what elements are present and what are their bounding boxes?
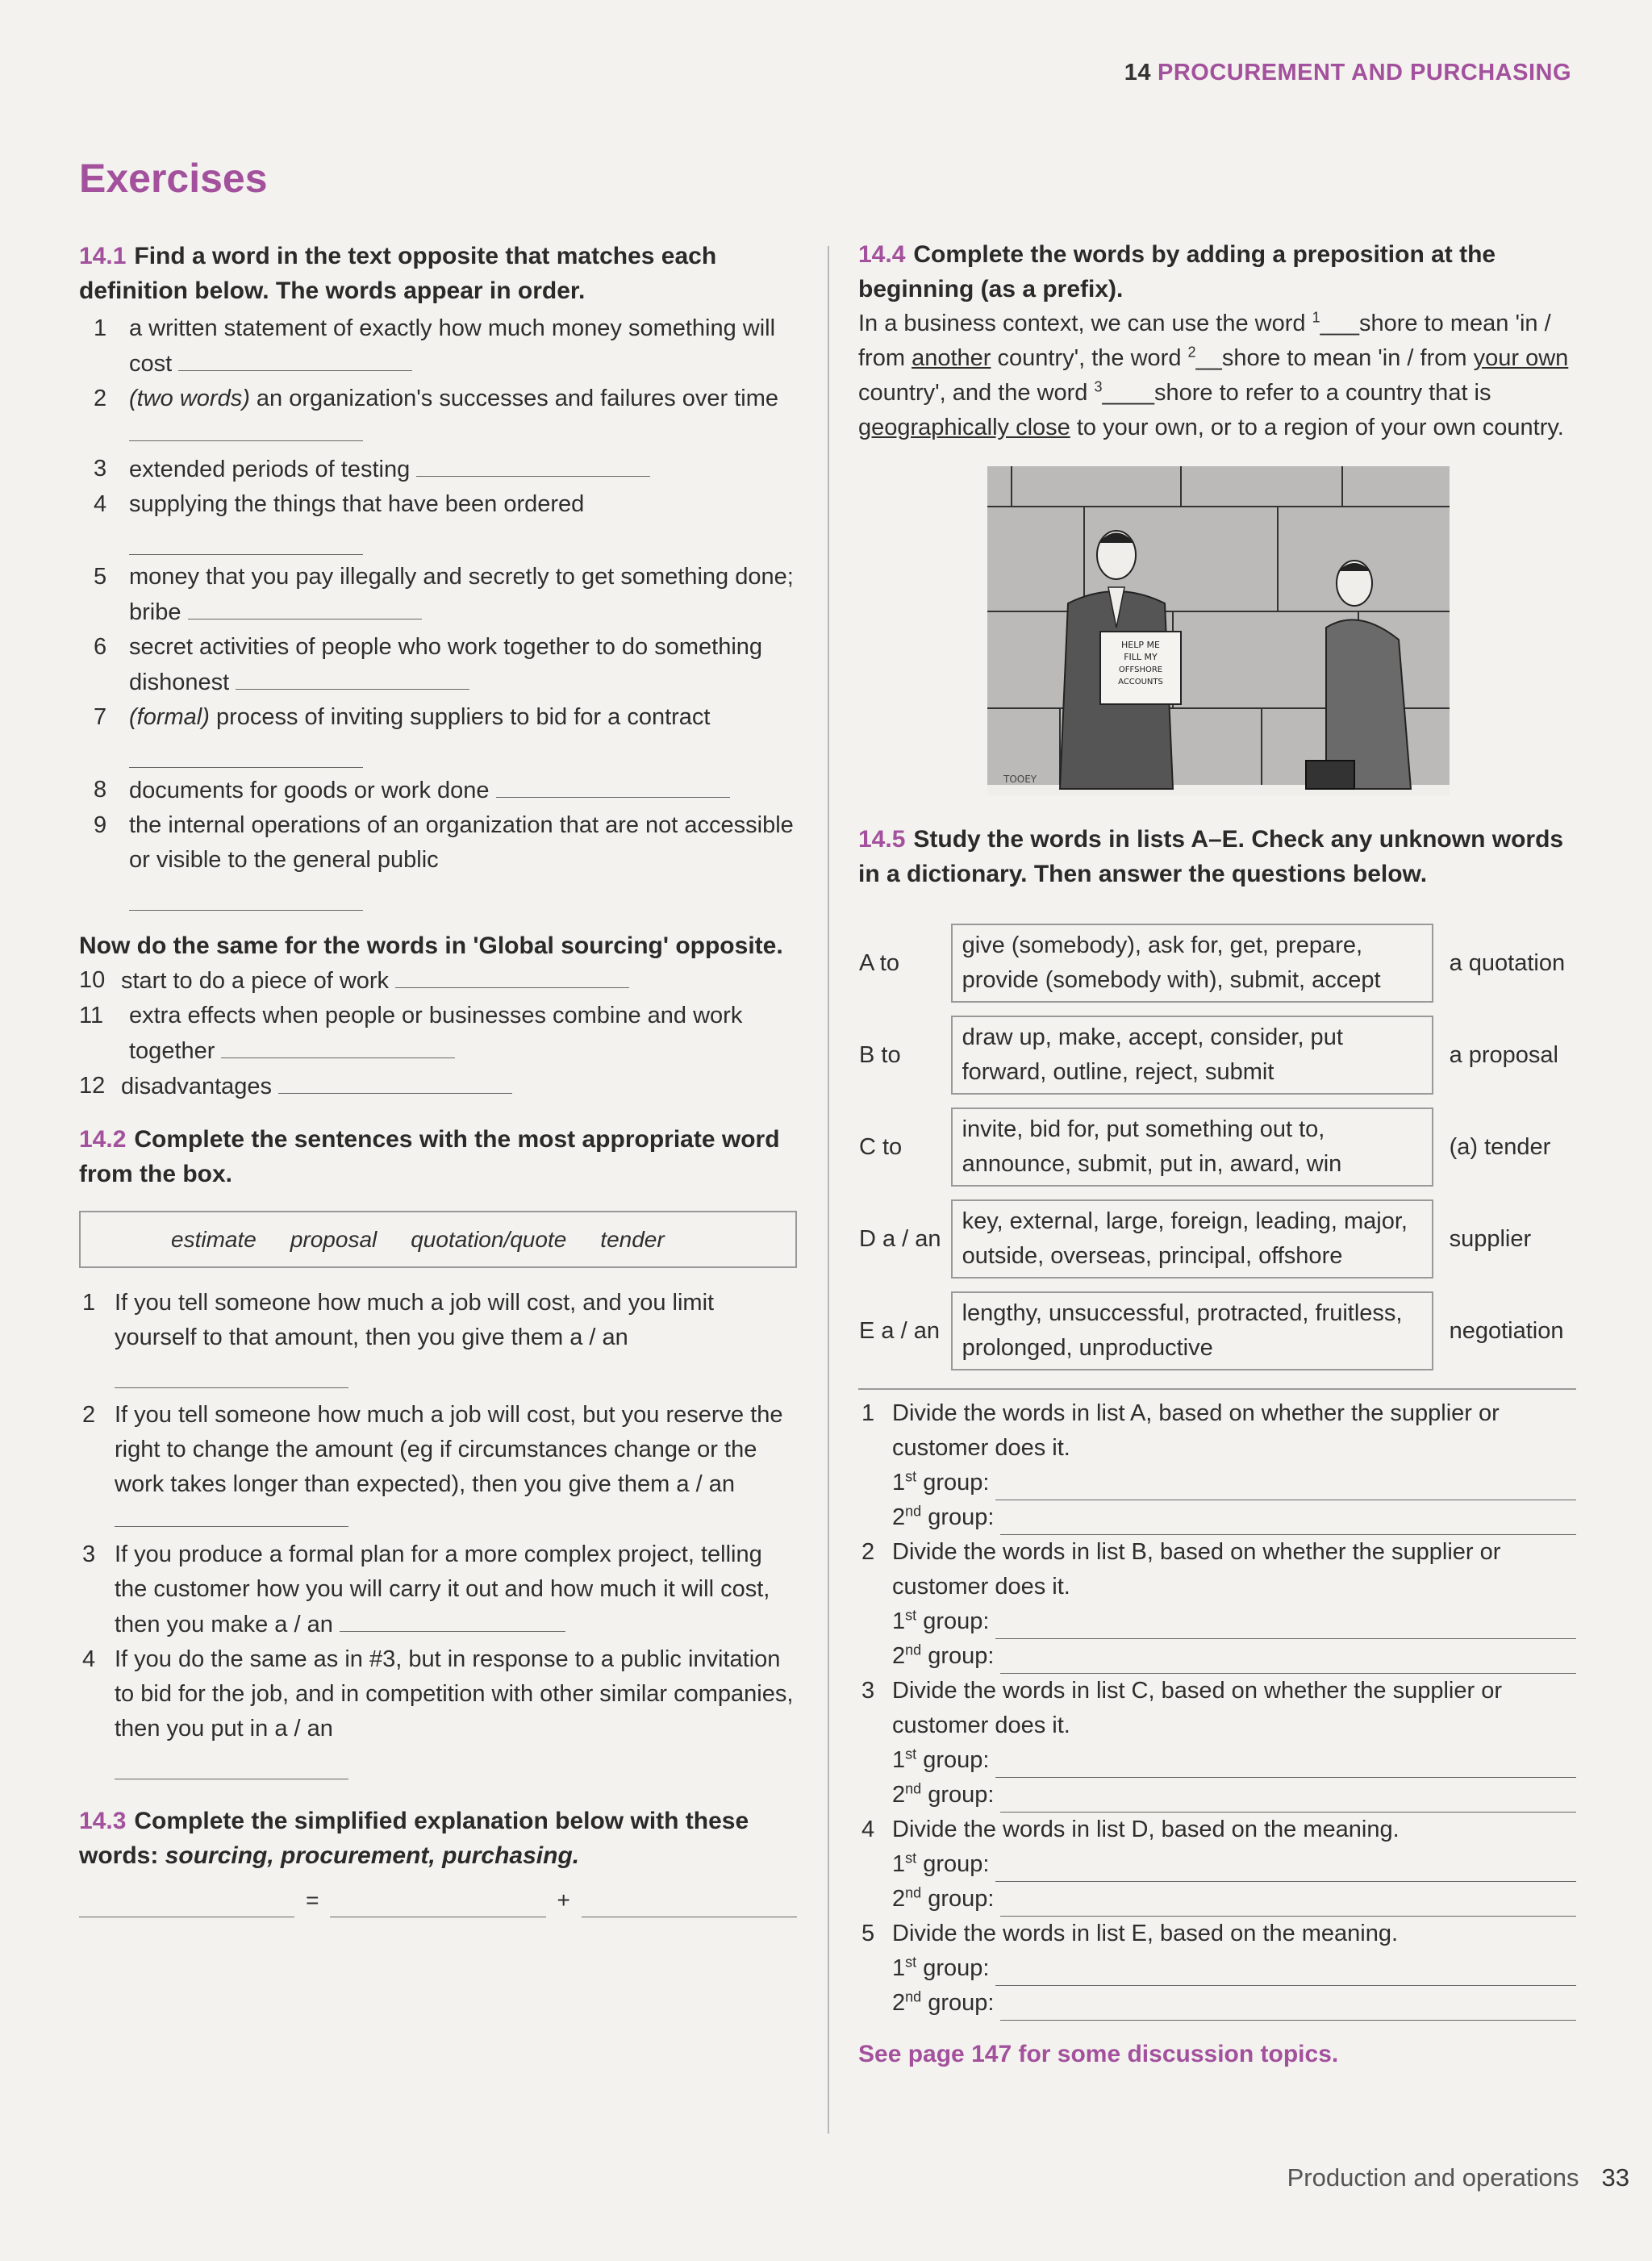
cartoon-illustration [987,466,1450,795]
table-row: A to give (somebody), ask for, get, prepare, provide (somebody with), submit, accept a quotation [858,924,1566,1003]
discussion-topics-link[interactable]: See page 147 for some discussion topics. [858,2041,1339,2067]
list-item: 3 extended periods of testing [79,452,797,487]
exercise-14-1-list-2 [79,963,797,1104]
word-option: estimate [171,1227,257,1252]
list-item: 5 Divide the words in list E, based on the meaning. [861,1921,1399,1946]
column-divider [828,246,829,2134]
global-sourcing-subheading: Now do the same for the words in 'Global sourcing' opposite. [79,932,783,959]
group-line: 1st group: [858,1847,1576,1882]
plus-sign: + [557,1888,570,1913]
table-row: B to draw up, make, accept, consider, put forward, outline, reject, submit a proposal [858,1016,1566,1095]
list-item: 12 disadvantages [79,1069,797,1104]
answer-blank[interactable]: __ [1195,345,1222,371]
answer-blank[interactable] [129,735,363,768]
table-row: C to invite, bid for, put something out to, announce, submit, put in, award, win (a) tender [858,1108,1566,1187]
answer-blank[interactable] [1000,1892,1576,1917]
answer-blank[interactable] [278,1069,512,1094]
svg-text:TOOEY: TOOEY [1003,774,1037,785]
list-item: 2 If you tell someone how much a job will cost, but you reserve the right to change the amount (eg if circumstances change or the work takes longer than expected), then you give them a / an [79,1398,797,1537]
list-item: 6 secret activities of people who work together to do something dishonest [94,634,763,695]
page-number: 33 [1601,2163,1629,2192]
word-option: proposal [290,1227,378,1252]
group-line: 2nd group: [858,1778,1576,1813]
exercise-14-1-heading: 14.1 Find a word in the text opposite that matches each definition below. The words appear in order. [79,243,717,304]
list-item: 5 money that you pay illegally and secretly to get something done; bribe [94,564,794,625]
running-header [1124,60,1571,86]
list-item: 4 If you do the same as in #3, but in response to a public invitation to bid for the job, and in competition with other similar companies, then you put in a / an [79,1642,797,1779]
answer-blank[interactable] [416,452,650,477]
group-line: 2nd group: [858,1986,1576,2021]
list-item: 4 Divide the words in list D, based on the meaning. [861,1817,1400,1842]
answer-blank[interactable] [221,1033,455,1058]
list-item: 11 extra effects when people or businesses combine and work together [79,1003,743,1064]
answer-blank[interactable] [178,346,412,371]
list-item: 3 If you produce a formal plan for a more complex project, telling the customer how you will carry it out and how much it will cost, then you make a / an [82,1541,770,1637]
table-row: D a / an key, external, large, foreign, leading, major, outside, overseas, principal, offshore supplier [858,1199,1566,1279]
list-item: 10 start to do a piece of work [79,963,797,999]
table-row: E a / an lengthy, unsuccessful, protracted, fruitless, prolonged, unproductive negotiation [858,1291,1566,1370]
group-line: 2nd group: [858,1639,1576,1674]
answer-blank[interactable] [1000,1788,1576,1813]
exercise-14-5-heading: 14.5 Study the words in lists A–E. Check any unknown words in a dictionary. Then answer the questions below. [858,826,1564,887]
answer-blank[interactable] [129,878,363,911]
answer-blank[interactable] [496,773,730,798]
answer-blank[interactable] [1000,1996,1576,2021]
answer-blank[interactable] [1000,1510,1576,1535]
list-item: 9 the internal operations of an organization that are not accessible or visible to the general public [79,808,797,911]
answer-blank[interactable] [395,963,629,988]
answer-blank[interactable] [1000,1649,1576,1674]
exercise-14-5-questions [858,1396,1576,1466]
word-option: tender [600,1227,665,1252]
answer-blank[interactable] [188,594,422,619]
exercise-14-4-heading: 14.4 Complete the words by adding a preposition at the beginning (as a prefix). [858,241,1496,302]
group-line: 2nd group: [858,1500,1576,1535]
exercise-14-3-heading: 14.3 Complete the simplified explanation below with these words: sourcing, procurement, purchasing. [79,1808,749,1869]
answer-blank[interactable] [330,1892,545,1917]
list-item: 1 If you tell someone how much a job will cost, and you limit yourself to that amount, then you give them a / an [79,1286,797,1388]
exercise-14-2-list [79,1286,797,1779]
answer-blank[interactable] [129,522,363,555]
list-item: 1 Divide the words in list A, based on whether the supplier or customer does it. [861,1400,1500,1461]
page-footer [1287,2163,1629,2192]
list-item: 2 (two words) an organization's successes and failures over time [79,382,797,452]
list-item: 8 documents for goods or work done [79,773,797,808]
answer-blank[interactable] [129,416,363,441]
word-option: quotation/quote [411,1227,567,1252]
page-title: Exercises [79,156,268,201]
answer-blank[interactable] [995,1961,1576,1986]
left-column [79,239,797,1917]
answer-blank[interactable] [115,1502,348,1527]
word-box [79,1211,797,1268]
list-item: 7 (formal) process of inviting suppliers to bid for a contract [79,700,797,768]
svg-text:HELP ME: HELP ME [1121,640,1160,650]
list-item: 2 Divide the words in list B, based on whether the supplier or customer does it. [861,1539,1501,1600]
answer-blank[interactable] [995,1614,1576,1639]
answer-blank[interactable] [115,1746,348,1779]
svg-text:FILL MY: FILL MY [1124,652,1158,662]
answer-blank[interactable]: ___ [1320,311,1360,336]
answer-blank[interactable] [995,1753,1576,1778]
answer-blank[interactable]: ____ [1102,380,1155,406]
exercise-14-1-list [79,311,797,911]
right-column [858,237,1576,2071]
list-item: 4 supplying the things that have been ordered [79,487,797,555]
answer-blank[interactable] [115,1355,348,1388]
answer-blank[interactable] [79,1892,294,1917]
answer-blank[interactable] [236,665,469,690]
list-item: 1 a written statement of exactly how much money something will cost [94,315,776,377]
unit-title: PROCUREMENT AND PURCHASING [1158,60,1571,86]
exercise-14-2-heading: 14.2 Complete the sentences with the most appropriate word from the box. [79,1126,780,1187]
svg-text:ACCOUNTS: ACCOUNTS [1118,678,1163,686]
answer-blank[interactable] [582,1892,797,1917]
unit-number: 14 [1124,60,1151,86]
group-line: 1st group: [858,1951,1576,1986]
answer-blank[interactable] [340,1607,565,1632]
answer-blank[interactable] [995,1475,1576,1500]
equation-blanks [79,1883,797,1917]
group-line: 1st group: [858,1743,1576,1778]
section-name: Production and operations [1287,2163,1579,2192]
equals-sign: = [306,1888,319,1913]
svg-text:OFFSHORE: OFFSHORE [1118,665,1163,674]
answer-blank[interactable] [995,1857,1576,1882]
exercise-14-4-text: In a business context, we can use the word $^1$___shore to mean 'in / from another country', the word $^2$__shore to mean 'in / from your own country', and the word $^3$____shore to refer to a country that is geographically close to your own, or to a region of your own country. [858,309,1569,440]
group-line: 1st group: [858,1466,1576,1500]
group-line: 2nd group: [858,1882,1576,1917]
word-lists-table [858,911,1566,1383]
list-item: 3 Divide the words in list C, based on whether the supplier or customer does it. [861,1678,1502,1738]
divider [858,1388,1576,1390]
group-line: 1st group: [858,1604,1576,1639]
